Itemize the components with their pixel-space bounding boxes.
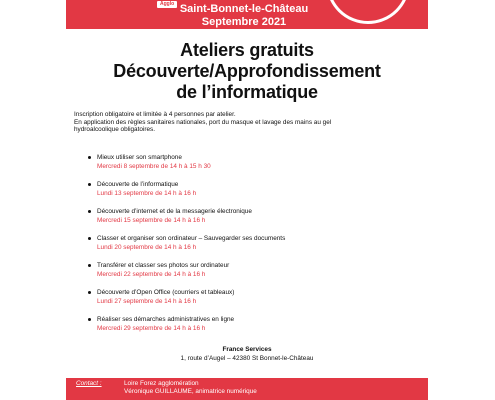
workshop-date: Lundi 13 septembre de 14 h à 16 h [97, 190, 197, 197]
workshop-date: Lundi 27 septembre de 14 h à 16 h [97, 298, 197, 305]
header-band [66, 0, 428, 29]
list-item [88, 316, 418, 343]
title-line-2: Découverte/Approfondissement [113, 61, 381, 81]
workshop-title: Mieux utiliser son smartphone [97, 154, 182, 161]
list-item [88, 262, 418, 289]
workshop-title: Découverte d’internet et de la messagerie électronique [97, 208, 252, 215]
header-date: Septembre 2021 [201, 16, 287, 28]
contact-label: Contact : [76, 380, 102, 387]
contact-line-1: Loire Forez agglomération [124, 380, 199, 387]
address-street: 1, route d’Augel – 42380 St Bonnet-le-Château [180, 355, 314, 362]
workshop-title: Découverte de l’informatique [97, 181, 179, 188]
contact-band [66, 378, 428, 400]
bullet-icon [88, 291, 91, 294]
header-tag: Agglo [157, 1, 177, 8]
list-item [88, 208, 418, 235]
bullet-icon [88, 210, 91, 213]
page-title [66, 40, 428, 103]
workshop-date: Mercredi 15 septembre de 14 h à 16 h [97, 217, 206, 224]
list-item [88, 181, 418, 208]
bullet-icon [88, 156, 91, 159]
workshop-date: Mercredi 29 septembre de 14 h à 16 h [97, 325, 206, 332]
intro-line-3: hydroalcoolique obligatoires. [74, 126, 156, 133]
contact-line-2: Véronique GUILLAUME, animatrice numérique [124, 388, 257, 395]
bullet-icon [88, 237, 91, 240]
title-line-1: Ateliers gratuits [180, 40, 314, 60]
workshop-title: Transférer et classer ses photos sur ordinateur [97, 262, 230, 269]
workshop-title: Classer et organiser son ordinateur – Sauvegarder ses documents [97, 235, 286, 242]
bullet-icon [88, 318, 91, 321]
header-location: Saint-Bonnet-le-Château [179, 3, 309, 15]
title-line-3: de l’informatique [176, 82, 318, 102]
workshop-title: Découverte d’Open Office (courriers et tableaux) [97, 289, 235, 296]
list-item [88, 289, 418, 316]
workshop-title: Réaliser ses démarches administratives en ligne [97, 316, 235, 323]
address-block [66, 345, 428, 363]
intro-text [74, 111, 434, 134]
workshop-date: Lundi 20 septembre de 14 h à 16 h [97, 244, 197, 251]
bullet-icon [88, 183, 91, 186]
header-circle-shape [326, 0, 410, 24]
list-item [88, 154, 418, 181]
workshop-list [88, 154, 418, 343]
intro-line-2: En application des règles sanitaires nationales, port du masque et lavage des mains au gel [74, 118, 332, 126]
workshop-date: Mercredi 22 septembre de 14 h à 16 h [97, 271, 206, 278]
workshop-date: Mercredi 8 septembre de 14 h à 15 h 30 [97, 163, 211, 170]
address-org: France Services [222, 346, 272, 353]
contact-lines [124, 380, 257, 396]
intro-line-1: Inscription obligatoire et limitée à 4 personnes par atelier. [74, 111, 236, 118]
list-item [88, 235, 418, 262]
bullet-icon [88, 264, 91, 267]
